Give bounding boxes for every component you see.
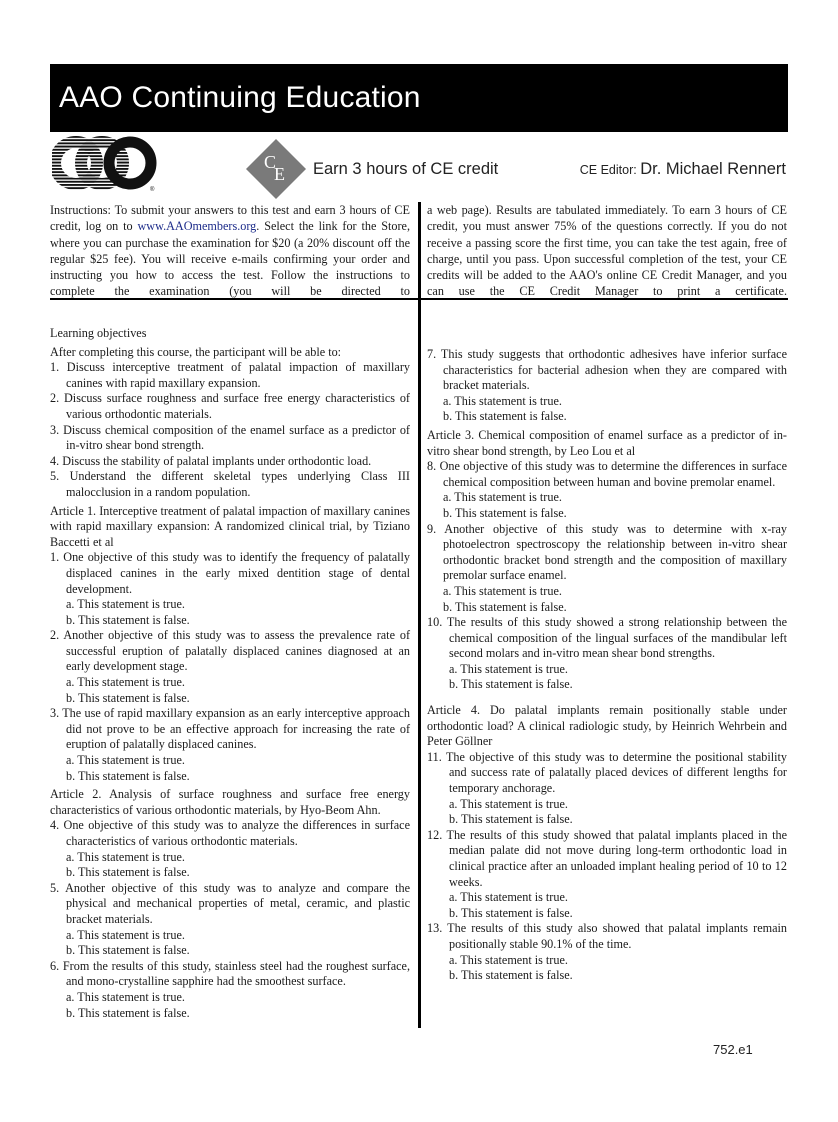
ce-diamond-logo-icon (245, 138, 307, 200)
objective-item: 4. Discuss the stability of palatal implants under orthodontic load. (50, 453, 372, 468)
ce-logo-c: C (264, 152, 277, 172)
question-6: 6. From the results of this study, stainless steel had the roughest surface, and mono-crystalline sapphire had the smoothest surface. (50, 958, 410, 989)
q6-option-a[interactable]: a. This statement is true. (66, 989, 185, 1004)
question-3: 3. The use of rapid maxillary expansion as an early interceptive approach did not prove to be an effective approach for increasing the rate of eruption of palatally displaced canines. (50, 706, 410, 752)
article-3-title: Article 3. Chemical composition of enamel surface as a predictor of in-vitro shear bond strength, by Leo Lou et al (427, 427, 787, 458)
q7-option-b[interactable]: b. This statement is false. (443, 409, 567, 424)
q5-option-b[interactable]: b. This statement is false. (66, 943, 190, 958)
q9-option-b[interactable]: b. This statement is false. (443, 599, 567, 614)
aao-members-link[interactable]: www.AAOmembers.org (137, 219, 257, 234)
objectives-intro: After completing this course, the participant will be able to: (50, 344, 342, 359)
column-divider (418, 202, 421, 1028)
article-4-title: Article 4. Do palatal implants remain positionally stable under orthodontic load? A clinical radiologic study, by Heinrich Wehrbein and Peter Göllner (427, 703, 787, 749)
instructions-right (427, 202, 787, 300)
ce-editor (580, 160, 786, 179)
q8-option-b[interactable]: b. This statement is false. (443, 505, 567, 520)
page-number: 752.e1 (713, 1042, 753, 1057)
registered-mark: ® (150, 187, 155, 192)
earn-credit-text: Earn 3 hours of CE credit (313, 160, 499, 178)
article-2-title: Article 2. Analysis of surface roughness and surface free energy characteristics of various orthodontic materials, by Hyo-Beom Ahn. (50, 787, 410, 817)
objectives-heading: Learning objectives (50, 326, 147, 340)
q3-option-b[interactable]: b. This statement is false. (66, 768, 190, 783)
question-2: 2. Another objective of this study was to assess the prevalence rate of successful eruption of palatally displaced canines diagnosed at an early development stage. (50, 628, 410, 674)
editor-name: Dr. Michael Rennert (640, 160, 786, 178)
q11-option-b[interactable]: b. This statement is false. (449, 812, 573, 827)
q12-option-b[interactable]: b. This statement is false. (449, 905, 573, 920)
page-banner (50, 64, 788, 132)
q7-option-a[interactable]: a. This statement is true. (443, 393, 562, 408)
q8-option-a[interactable]: a. This statement is true. (443, 490, 562, 505)
q9-option-a[interactable]: a. This statement is true. (443, 583, 562, 598)
ce-logo-e: E (274, 164, 285, 184)
q10-option-a[interactable]: a. This statement is true. (449, 661, 568, 676)
instructions-left (50, 202, 410, 300)
q12-option-a[interactable]: a. This statement is true. (449, 890, 568, 905)
q2-option-b[interactable]: b. This statement is false. (66, 690, 190, 705)
logo-row (50, 134, 788, 200)
question-12: 12. The results of this study showed that palatal implants placed in the median palate did not move during long-term orthodontic load in clinical practice after an unloaded implant healing period of 10 to 12 weeks. (427, 827, 787, 889)
q5-option-a[interactable]: a. This statement is true. (66, 927, 185, 942)
editor-label: CE Editor: (579, 163, 641, 177)
q13-option-b[interactable]: b. This statement is false. (449, 968, 573, 983)
question-1: 1. One objective of this study was to identify the frequency of palatally displaced canines in the early mixed dentition stage of dental development. (50, 550, 410, 596)
q13-option-a[interactable]: a. This statement is true. (449, 952, 568, 967)
objective-item: 3. Discuss chemical composition of the enamel surface as a predictor of in-vitro shear bond strength. (50, 422, 410, 453)
question-5: 5. Another objective of this study was to analyze and compare the physical and mechanical properties of metal, ceramic, and plastic bracket materials. (50, 880, 410, 926)
q2-option-a[interactable]: a. This statement is true. (66, 675, 185, 690)
objective-item: 2. Discuss surface roughness and surface free energy characteristics of various orthodontic materials. (50, 391, 410, 421)
question-8: 8. One objective of this study was to determine the differences in surface chemical composition between human and bovine premolar enamel. (427, 459, 787, 489)
article-1-title: Article 1. Interceptive treatment of palatal impaction of maxillary canines with rapid maxillary expansion: A randomized clinical trial, by Tiziano Baccetti et al (50, 503, 410, 549)
right-column (427, 347, 787, 984)
question-9: 9. Another objective of this study was to determine with x-ray photoelectron spectroscopy the relationship between in-vitro shear orthodontic bracket bond strength and the composition of maxillary premolar surface enamel. (427, 521, 787, 583)
q4-option-a[interactable]: a. This statement is true. (66, 849, 185, 864)
instructions-text-1: Instructions: To submit your answers to this test and earn 3 hours of CE credit, log on to (50, 203, 410, 234)
q6-option-b[interactable]: b. This statement is false. (66, 1005, 190, 1020)
question-11: 11. The objective of this study was to determine the positional stability and success rate of palatally placed devices of different lengths for temporary anchorage. (427, 749, 787, 796)
q3-option-a[interactable]: a. This statement is true. (66, 753, 185, 768)
q4-option-b[interactable]: b. This statement is false. (66, 865, 190, 880)
instructions-text-3: a web page). Results are tabulated immediately. To earn 3 hours of CE credit, you must answer 75% of the questions correctly. If you do not receive a passing score the first time, you can take the test again, free of charge, until you pass. Upon successful completion of the test, your CE credits will be added to the AAO's online CE Credit Manager, and you can use the CE Credit Manager to print a certificate. (427, 203, 787, 299)
question-4: 4. One objective of this study was to analyze the differences in surface characteristics of various orthodontic materials. (50, 818, 410, 848)
q1-option-b[interactable]: b. This statement is false. (66, 612, 190, 627)
instructions-text-2: . Select the link for the Store, where you can purchase the examination for $20 (a 20% discount off the regular $25 fee). You will receive e-mails confirming your order and instructing you how to access the test. Follow the instructions to complete the examination (you will be directed to (50, 219, 410, 299)
banner-title: AAO Continuing Education (59, 81, 421, 114)
question-13: 13. The results of this study also showed that palatal implants remain positionally stable 90.1% of the time. (427, 921, 787, 951)
question-10: 10. The results of this study showed a strong relationship between the chemical composition of the lingual surfaces of the mandibular left second molars and in-vitro mean shear bond strengths. (427, 615, 787, 661)
q1-option-a[interactable]: a. This statement is true. (66, 597, 185, 612)
aao-logo-icon (52, 136, 162, 192)
q11-option-a[interactable]: a. This statement is true. (449, 796, 568, 811)
question-7: 7. This study suggests that orthodontic adhesives have inferior surface characteristics for bacterial adhesion when they are compared with bracket materials. (427, 347, 787, 393)
objective-item: 1. Discuss interceptive treatment of palatal impaction of maxillary canines with rapid maxillary expansion. (50, 360, 410, 390)
objective-item: 5. Understand the different skeletal types underlying Class III malocclusion in a random population. (50, 469, 410, 499)
q10-option-b[interactable]: b. This statement is false. (449, 677, 573, 692)
left-column (50, 326, 410, 1021)
